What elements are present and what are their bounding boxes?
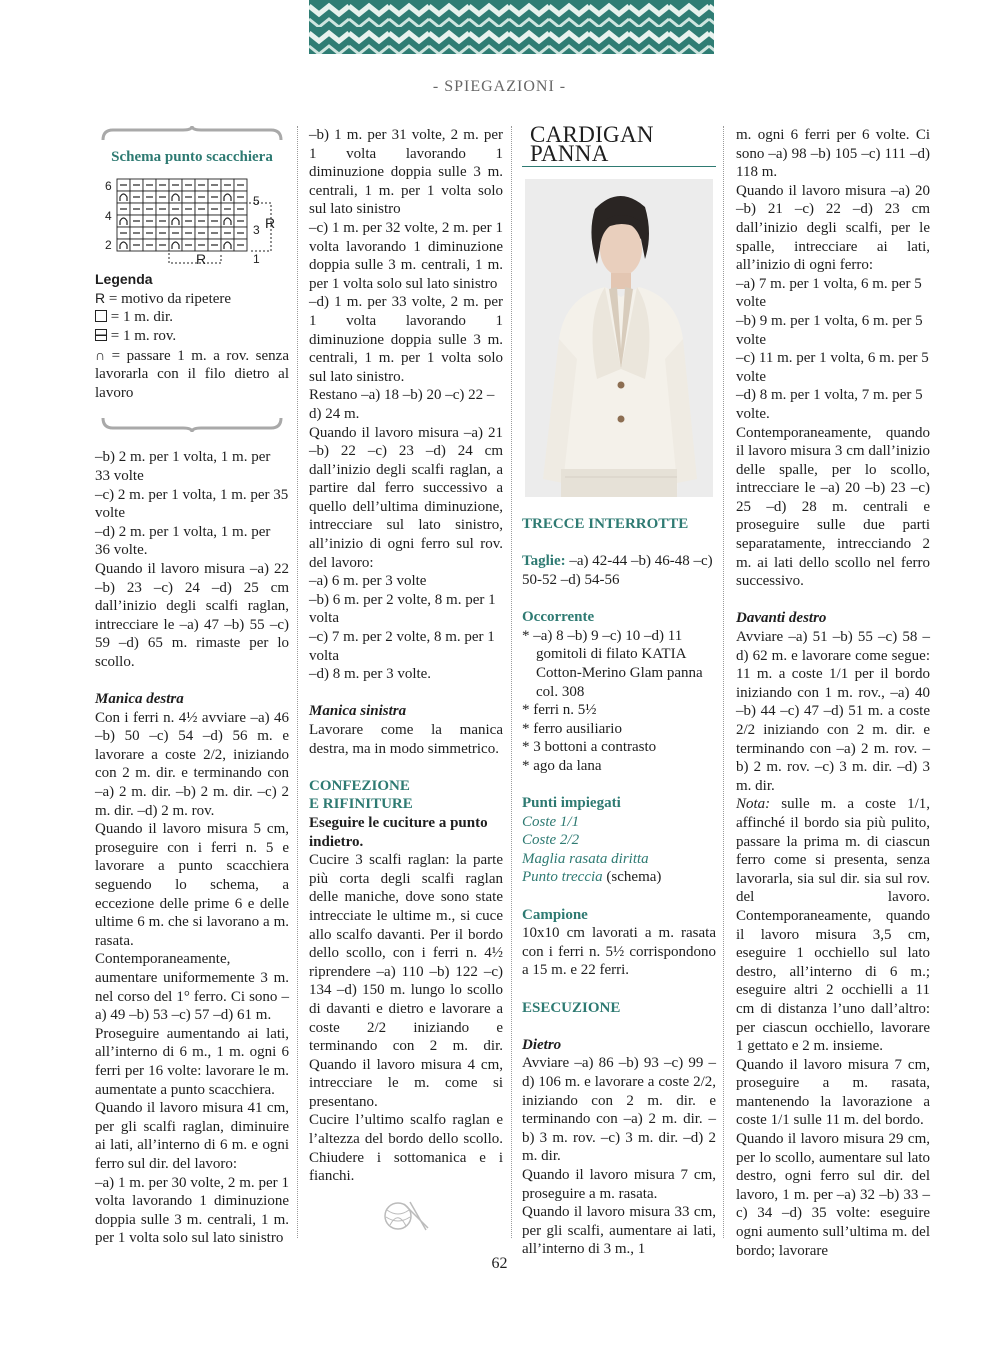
- paragraph: –a) 7 m. per 1 volta, 6 m. per 5 volte: [736, 275, 922, 311]
- knit-square-icon: [95, 310, 107, 322]
- zigzag-pattern-image: [309, 0, 714, 54]
- paragraph: Contemporaneamente, aumentare uniformemente 3 m. nel corso del 1° ferro. Ci sono –a) 49 –b) 53 –c) 57 –d) 61 m.: [95, 951, 289, 1024]
- paragraph: –c) 2 m. per 1 volta, 1 m. per 35 volte: [95, 486, 289, 522]
- bottom-brace-ornament: [95, 416, 289, 432]
- header-banner: [309, 0, 714, 54]
- paragraph: m. ogni 6 ferri per 6 volte. Ci sono –a) 98 –b) 105 –c) 111 –d) 118 m.: [736, 127, 930, 181]
- chart-row-number: 4: [105, 208, 112, 223]
- section-title: - SPIEGAZIONI -: [432, 78, 567, 95]
- paragraph: Quando il lavoro misura –a) 21 –b) 22 –c) 23 –d) 24 cm dall’inizio degli scalfi raglan, a partire dal ferro successivo a quello dell’ultima diminuzione, intrecciare sul lato sinistro, all’inizio di ogni ferro sul rov. del lavoro:: [309, 424, 503, 571]
- stitch-chart-box: [95, 126, 289, 432]
- section-heading: Davanti destro: [736, 610, 827, 627]
- paragraph: –b) 6 m. per 2 volte, 8 m. per 1 volta: [309, 591, 496, 627]
- section-heading: ESECUZIONE: [522, 999, 621, 1016]
- model-photo: [525, 179, 713, 497]
- chart-cell: [169, 239, 182, 251]
- section-heading: Campione: [522, 906, 588, 923]
- list-item: * ago da lana: [522, 757, 602, 774]
- materials-list: [522, 627, 716, 776]
- yarn-ball-icon: [378, 1198, 430, 1232]
- pattern-title: CARDIGAN PANNA: [522, 126, 716, 167]
- paragraph: Quando il lavoro misura 7 cm, proseguire a m. rasata, mantenendo la lavorazione a coste 1/1 sulle 11 m. del bordo.: [736, 1056, 930, 1129]
- paragraph: –c) 11 m. per 1 volta, 6 m. per 5 volte: [736, 350, 929, 385]
- paragraph: –b) 1 m. per 31 volte, 2 m. per 1 volta lavorando 1 diminuzione doppia sulle 3 m. centrali, 1 m. per 1 volta solo sul lato sinistro: [309, 127, 503, 218]
- section-heading: CONFEZIONE: [309, 777, 410, 794]
- chart-cell: [117, 191, 130, 203]
- chart-cell: [169, 215, 182, 227]
- paragraph: Proseguire aumentando ai lati, all’interno di 6 m., 1 m. ogni 6 ferri per 16 volte: lavorare le m. aumentate a punto scacchiera.: [95, 1025, 289, 1098]
- column-4: [736, 126, 930, 1260]
- chart-grid: [117, 179, 271, 263]
- purl-square-icon: [95, 329, 107, 341]
- chart-cell: [117, 239, 130, 251]
- section-heading: Occorrente: [522, 609, 595, 626]
- paragraph: Restano –a) 18 –b) 20 –c) 22 –d) 24 m.: [309, 387, 495, 422]
- chart-title: Schema punto scacchiera: [111, 149, 273, 165]
- chart-row-number: 2: [105, 237, 112, 252]
- paragraph: Cucire l’ultimo scalfo raglan e l’altezza del bordo dello scollo. Chiudere i sottomanica e i fianchi.: [309, 1112, 503, 1185]
- section-heading: E RIFINITURE: [309, 796, 413, 813]
- paragraph: Nota: sulle m. a coste 1/1, affinché il bordo sia più pulito, passare la prima m. di ciascun ferro come si presenta, senza lavorarla, sia sul dir. sia sul rov. del lavoro. Contemporaneamente, quando il lavoro misura 3,5 cm, eseguire 1 occhiello sul lato destro, all’interno di 6 m.; eseguire altri 2 occhielli a 11 cm di distanza l’uno dall’altro: per ciascun occhiello, lavorare 1 gettato e 2 m. insieme.: [736, 796, 930, 1055]
- repeat-label: R: [265, 214, 276, 231]
- list-item: * ferro ausiliario: [522, 720, 622, 737]
- chart-row-number: 1: [253, 251, 260, 265]
- chart-cell: [221, 191, 234, 203]
- section-heading: Dietro: [522, 1036, 562, 1053]
- section-heading: Punti impiegati: [522, 795, 621, 812]
- paragraph: Lavorare come la manica destra, ma in modo simmetrico.: [309, 722, 503, 757]
- section-heading: Manica sinistra: [309, 703, 407, 720]
- paragraph: 10x10 cm lavorati a m. rasata con i ferri n. 5½ corrispondono a 15 m. e 22 ferri.: [522, 925, 716, 979]
- paragraph: –c) 7 m. per 2 volte, 8 m. per 1 volta: [309, 629, 495, 664]
- list-item: * 3 bottoni a contrasto: [522, 739, 657, 756]
- paragraph: –c) 1 m. per 32 volte, 2 m. per 1 volta lavorando 1 diminuzione doppia sulle 3 m. centrali, 1 m. per 1 volta solo sul lato sinistro: [309, 219, 503, 292]
- sizes: Taglie: –a) 42-44 –b) 46-48 –c) 50-52 –d) 54-56: [522, 553, 713, 588]
- paragraph-bold: Eseguire le cuciture a punto indietro.: [309, 814, 488, 850]
- paragraph: Quando il lavoro misura 5 cm, proseguire con i ferri n. 5 e lavorare a punto scacchiera seguendo lo schema, a eccezione delle prime 6 e delle ultime 6 m. che si lavorano a m. rasata.: [95, 821, 289, 949]
- stitch-name: Coste 1/1: [522, 813, 580, 830]
- paragraph: Con i ferri n. 4½ avviare –a) 46 –b) 50 –c) 54 –d) 56 m. e lavorare a coste 2/2, iniziando con 2 m. dir. e terminando con –a) 2 m. dir. –b) 2 m. dir. –c) 2 m. dir. –d) 2 m. rov.: [95, 709, 289, 819]
- page-number: 62: [491, 1255, 508, 1272]
- note-label: Nota:: [736, 796, 771, 813]
- stitch-name: Punto treccia (schema): [522, 869, 662, 886]
- stitch-chart: [95, 173, 289, 265]
- legend-item: = 1 m. rov.: [95, 327, 289, 346]
- column-divider: [723, 126, 724, 1238]
- paragraph: Quando il lavoro misura 7 cm, proseguire a m. rasata.: [522, 1166, 716, 1202]
- chart-row-number: 5: [253, 193, 260, 208]
- paragraph: Cucire 3 scalfi raglan: la parte più corta degli scalfi raglan delle maniche, dove sono state intrecciate le ultime m., si cuce allo scalfo davanti. Per il bordo dello scollo, con i ferri n. 4½ riprendere –a) 110 –b) 122 –c) 134 –d) 150 m. lungo lo scollo di davanti e dietro e lavorare a coste 2/2 iniziando e terminando con 2 m. dir. Quando il lavoro misura 4 cm, intrecciare le m. come si presentano.: [309, 852, 503, 1110]
- paragraph: –b) 2 m. per 1 volta, 1 m. per 33 volte: [95, 449, 271, 484]
- list-item: * –a) 8 –b) 9 –c) 10 –d) 11 gomitoli di filato KATIA Cotton-Merino Glam panna col. 308: [522, 627, 703, 700]
- top-brace-ornament: [95, 126, 289, 142]
- legend-title: Legenda: [95, 271, 153, 288]
- paragraph: Avviare –a) 86 –b) 93 –c) 99 –d) 106 m. e lavorare a coste 2/2, iniziando con 2 m. dir. e terminando con –a) 2 m. dir. –b) 3 m. rov. –c) 3 m. dir. –d) 2 m. dir.: [522, 1055, 716, 1165]
- column-3: [522, 122, 716, 1259]
- sizes-label: Taglie:: [522, 553, 566, 570]
- paragraph: –d) 8 m. per 3 volte.: [309, 666, 432, 683]
- paragraph: Quando il lavoro misura 29 cm, per lo scollo, aumentare sul lato destro, ogni ferro sul dir. del lavoro, 1 m. per –a) 32 –b) 33 –c) 34 –d) 35 volte: eseguire ogni aumento sull’ultima m. del bordo; lavorare: [736, 1131, 930, 1259]
- chart-cell: [221, 239, 234, 251]
- section-heading: Manica destra: [95, 691, 184, 708]
- cardigan-model-image: [525, 179, 713, 497]
- stitch-name: Maglia rasata diritta: [522, 850, 649, 867]
- column-2: [309, 126, 503, 1186]
- paragraph: –d) 8 m. per 1 volta, 7 m. per 5 volte.: [736, 387, 923, 422]
- column-divider: [297, 126, 298, 1238]
- paragraph: Quando il lavoro misura 33 cm, per gli scalfi, aumentare ai lati, all’interno di 3 m., 1: [522, 1204, 716, 1258]
- paragraph: –b) 9 m. per 1 volta, 6 m. per 5 volte: [736, 312, 923, 348]
- column-divider: [511, 126, 512, 1238]
- paragraph: Avviare –a) 51 –b) 55 –c) 58 –d) 62 m. e lavorare come segue: 11 m. a coste 1/1 per il bordo iniziando con 1 m. rov., –a) 40 –b) 44 –c) 47 –d) 51 m. a coste 2/2 iniziando con 2 m. dir. e terminando con –a) 2 m. rov. –b) 2 m. rov. –c) 3 m. dir. –d) 3 m. dir.: [736, 629, 930, 794]
- paragraph: Quando il lavoro misura –a) 20 –b) 21 –c) 22 –d) 23 cm dall’inizio degli scalfi, per le spalle, intrecciare ai lati, all’inizio di ogni ferro:: [736, 182, 930, 274]
- list-item: * ferri n. 5½: [522, 702, 597, 719]
- stitch-name: Coste 2/2: [522, 832, 580, 849]
- paragraph: –a) 6 m. per 3 volte: [309, 573, 427, 590]
- legend-item: R = motivo da ripetere: [95, 289, 232, 307]
- legend-item: = 1 m. dir.: [95, 308, 289, 327]
- pattern-subtitle: TRECCE INTERROTTE: [522, 516, 689, 533]
- chart-row-number: 6: [105, 178, 112, 193]
- column-1: [95, 126, 289, 1248]
- legend-item: ∩ = passare 1 m. a rov. senza lavorarla con il filo dietro al lavoro: [95, 346, 289, 401]
- repeat-bracket: [169, 250, 221, 265]
- paragraph: Quando il lavoro misura 41 cm, per gli scalfi raglan, diminuire ai lati, all’interno di 6 m. e ogni ferro sul dir. del lavoro:: [95, 1100, 289, 1172]
- chart-cell: [169, 191, 182, 203]
- paragraph: –d) 2 m. per 1 volta, 1 m. per 36 volte.: [95, 523, 271, 559]
- chart-row-number: 3: [253, 222, 260, 237]
- chart-cell: [117, 215, 130, 227]
- paragraph: Contemporaneamente, quando il lavoro misura 3 cm dall’inizio delle spalle, per lo scollo, intrecciare le –a) 20 –b) 23 –c) 25 –d) 28 m. centrali e proseguire sulle due parti separatamente, intrecciando 2 m. ai lati dello scollo nel ferro successivo.: [736, 424, 930, 590]
- paragraph: Quando il lavoro misura –a) 22 –b) 23 –c) 24 –d) 25 cm dall’inizio degli scalfi raglan, intrecciare le –a) 47 –b) 55 –c) 59 –d) 65 m. rimaste per lo scollo.: [95, 560, 289, 670]
- chart-cell: [221, 215, 234, 227]
- slip-stitch-icon: ∩: [95, 346, 106, 363]
- repeat-label: R: [196, 250, 207, 265]
- paragraph: –d) 1 m. per 33 volte, 2 m. per 1 volta lavorando 1 diminuzione doppia sulle 3 m. centrali, 1 m. per 1 volta solo sul lato sinistro.: [309, 294, 503, 385]
- repeat-symbol: R: [95, 289, 106, 306]
- paragraph: –a) 1 m. per 30 volte, 2 m. per 1 volta lavorando 1 diminuzione doppia sulle 3 m. centrali, 1 m. per 1 volta solo sul lato sinistro: [95, 1174, 289, 1247]
